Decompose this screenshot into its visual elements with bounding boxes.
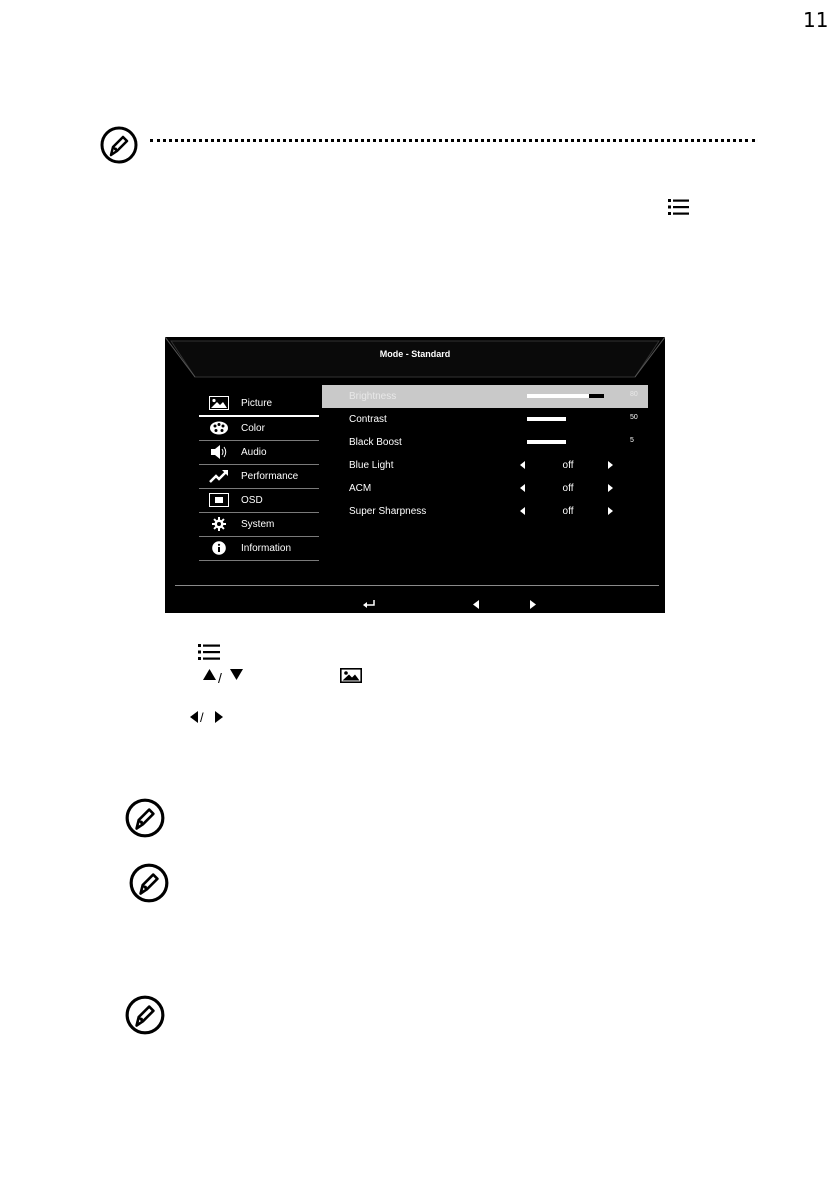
osd-settings [322, 385, 648, 523]
picture-icon [340, 668, 362, 683]
osd-nav [199, 392, 319, 561]
note-divider [150, 139, 755, 142]
nav-label: System [241, 519, 275, 530]
setting-value: 80 [630, 391, 638, 398]
setting-label: Brightness [349, 391, 397, 402]
note-icon [128, 862, 170, 909]
menu-list-icon [668, 198, 690, 216]
setting-label: Black Boost [349, 437, 402, 448]
arrow-right-icon[interactable] [530, 596, 536, 613]
arrow-right-icon[interactable] [608, 461, 613, 469]
arrow-left-icon[interactable] [473, 596, 479, 613]
nav-item-color[interactable] [199, 417, 319, 441]
nav-item-picture[interactable] [199, 392, 319, 417]
setting-label: Blue Light [349, 460, 394, 471]
note-icon [124, 797, 166, 844]
black-boost-slider[interactable] [527, 440, 604, 444]
setting-row-brightness[interactable] [322, 385, 648, 408]
nav-label: Information [241, 543, 292, 554]
nav-label: OSD [241, 495, 263, 506]
arrow-right-icon[interactable] [608, 507, 613, 515]
arrow-up-icon [203, 669, 216, 680]
nav-item-audio[interactable] [199, 441, 319, 465]
setting-value: 50 [630, 414, 638, 421]
setting-option: off [562, 506, 574, 517]
nav-item-system[interactable] [199, 513, 319, 537]
menu-list-icon [198, 643, 221, 661]
setting-option: off [562, 483, 574, 494]
setting-value: 5 [630, 437, 634, 444]
brightness-slider[interactable] [527, 394, 604, 398]
arrow-right-icon [215, 711, 223, 723]
info-icon [209, 541, 229, 555]
nav-label: Performance [241, 471, 299, 482]
arrow-down-icon [230, 669, 243, 680]
trend-up-icon [209, 469, 229, 483]
nav-label: Color [241, 423, 265, 434]
setting-row-black-boost[interactable] [322, 431, 648, 454]
arrow-left-icon[interactable] [520, 461, 525, 469]
setting-label: Contrast [349, 414, 387, 425]
note-icon [124, 994, 166, 1041]
osd-header-bevel [165, 337, 665, 385]
arrow-right-icon[interactable] [608, 484, 613, 492]
picture-icon [209, 396, 229, 410]
arrow-left-icon [190, 711, 198, 723]
nav-label: Audio [241, 447, 267, 458]
contrast-slider[interactable] [527, 417, 604, 421]
nav-label: Picture [241, 398, 273, 409]
separator-comma: / [200, 710, 204, 725]
nav-item-performance[interactable] [199, 465, 319, 489]
nav-item-osd[interactable] [199, 489, 319, 513]
osd-footer-divider [175, 585, 659, 586]
setting-label: ACM [349, 483, 372, 494]
arrow-left-icon[interactable] [520, 484, 525, 492]
osd-window-icon [209, 493, 229, 507]
setting-row-super-sharpness[interactable] [322, 500, 648, 523]
osd-menu-screenshot [165, 337, 665, 613]
separator-comma: / [218, 670, 222, 686]
setting-row-acm[interactable] [322, 477, 648, 500]
arrow-left-icon[interactable] [520, 507, 525, 515]
gear-icon [209, 517, 229, 531]
setting-row-contrast[interactable] [322, 408, 648, 431]
page-number: 11 [803, 8, 829, 32]
setting-row-blue-light[interactable] [322, 454, 648, 477]
setting-label: Super Sharpness [349, 506, 427, 517]
return-icon[interactable] [363, 595, 375, 613]
speaker-icon [209, 445, 229, 459]
palette-icon [209, 421, 229, 435]
nav-item-information[interactable] [199, 537, 319, 561]
note-icon [99, 125, 139, 165]
osd-mode-title: Mode - Standard [379, 349, 451, 359]
setting-option: off [562, 460, 574, 471]
